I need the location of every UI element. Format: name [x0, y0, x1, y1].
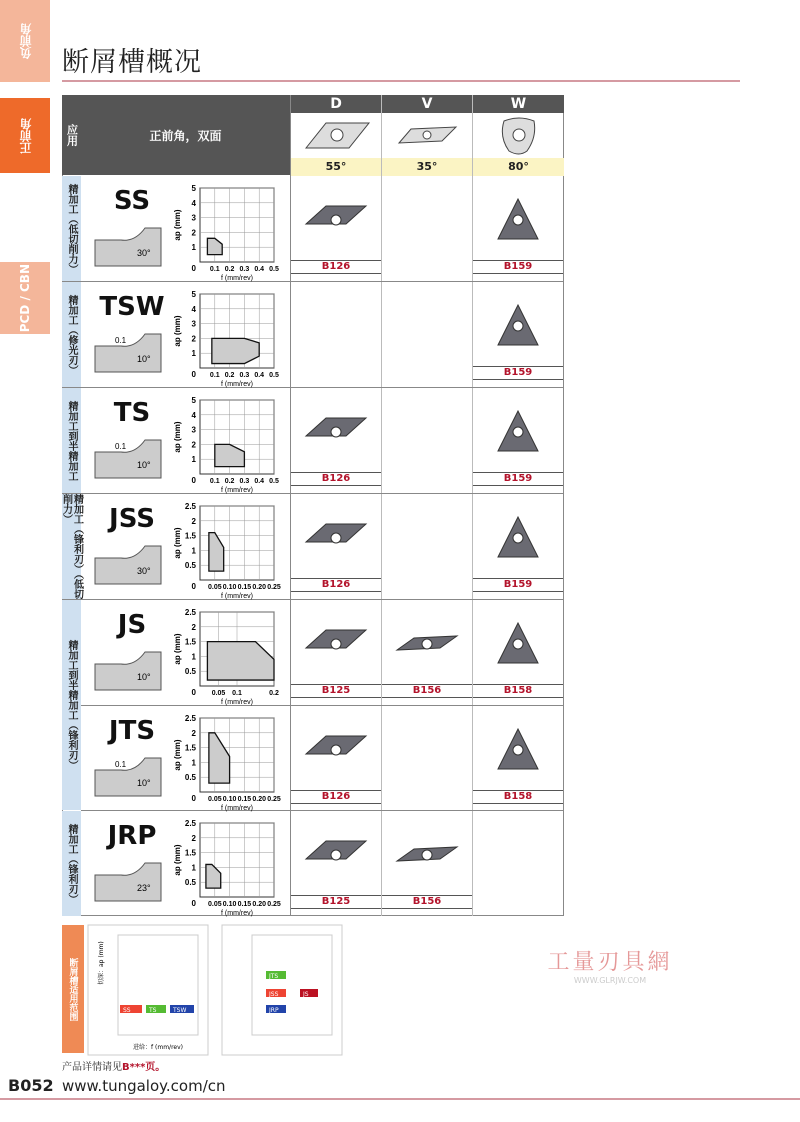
col-divider: [381, 95, 382, 916]
row-label-tsw: 精加工（修光刃）: [62, 282, 81, 388]
insert-photo: [483, 618, 553, 668]
y-tick-label: 5: [191, 396, 196, 405]
edge-profile-diagram: [93, 226, 163, 270]
x-tick-label: 0.05: [207, 584, 222, 591]
row-divider: [81, 281, 564, 282]
chipbreaker-code: JRP: [107, 821, 157, 851]
chipbreaker-code: JSS: [109, 504, 155, 534]
x-axis-label: f (mm/rev): [221, 487, 253, 494]
x-tick-label: 0.25: [267, 584, 281, 591]
y-axis-label: ap (mm): [173, 527, 182, 559]
edge-width-label: 0.1: [115, 760, 127, 769]
x-tick-label: 0.20: [252, 584, 267, 591]
edge-width-label: 0.1: [115, 336, 127, 345]
svg-text:JRP: JRP: [269, 1007, 279, 1014]
y-tick-label: 4: [191, 198, 196, 208]
x-tick-label: 0.5: [269, 478, 279, 485]
row-label-ts: 精加工到半精加工: [62, 388, 81, 494]
row-label-jrp: 精加工（锋利刃）: [62, 811, 81, 916]
x-tick-label: 0.4: [254, 478, 265, 485]
edge-angle-label: 30°: [137, 566, 151, 576]
chipbreaker-code: SS: [113, 186, 151, 216]
x-tick-label: 0.4: [254, 266, 265, 273]
row-divider: [81, 387, 564, 388]
page-reference-link[interactable]: B125: [291, 684, 381, 698]
svg-text:JS: JS: [303, 991, 309, 998]
x-tick-label: 0.1: [209, 266, 220, 273]
svg-text:SS: SS: [123, 1007, 131, 1014]
edge-angle-label: 10°: [137, 778, 151, 788]
svg-text:TSW: TSW: [173, 1007, 187, 1014]
row-divider: [81, 810, 564, 811]
chipbreaker-code: JS: [117, 610, 147, 640]
x-tick-label: 0.05: [207, 901, 222, 908]
insert-photo: [301, 194, 371, 244]
x-tick-label: 0.10: [222, 584, 237, 591]
y-tick-label: 4: [191, 410, 196, 420]
y-tick-label: 1.5: [184, 637, 196, 647]
row-divider: [81, 705, 564, 706]
y-tick-label: 1: [191, 455, 196, 465]
x-axis-label: f (mm/rev): [221, 593, 253, 600]
insert-photo: [483, 406, 553, 456]
chipbreaker-code: JTS: [108, 716, 156, 746]
y-tick-label: 1: [191, 349, 196, 359]
y-tick-label: 0.5: [184, 773, 196, 783]
insert-photo: [483, 300, 553, 350]
page-reference-link[interactable]: B126: [291, 472, 381, 486]
page-reference-link[interactable]: B125: [291, 895, 381, 909]
edge-angle-label: 23°: [137, 883, 151, 893]
row-label-jss: 精加工（锋利刃）（低切削力）: [60, 494, 83, 599]
x-tick-label: 0.3: [239, 266, 250, 273]
insert-photo: [301, 512, 371, 562]
x-tick-label: 0.10: [222, 901, 237, 908]
row-label-ss: 精加工（低切削力）: [62, 176, 81, 282]
page-reference-link[interactable]: B159: [473, 472, 563, 486]
x-tick-label: 0.15: [237, 796, 252, 803]
insert-photo: [392, 829, 462, 879]
y-tick-label: 0.5: [184, 878, 196, 888]
website-link[interactable]: www.tungaloy.com/cn: [62, 1077, 226, 1095]
page-reference-link[interactable]: B126: [291, 578, 381, 592]
y-tick-label: 3: [191, 213, 196, 223]
x-axis-label: f (mm/rev): [221, 275, 253, 282]
x-tick-label: 0.5: [269, 372, 279, 379]
y-tick-label: 3: [191, 319, 196, 329]
application-range-chart: [168, 392, 278, 492]
y-tick-label: 1: [191, 652, 196, 662]
svg-text:TS: TS: [149, 1007, 157, 1014]
insert-shape-icons: [291, 113, 564, 158]
insert-photo: [301, 829, 371, 879]
y-tick-label: 0.5: [184, 561, 196, 571]
edge-angle-label: 30°: [137, 248, 151, 258]
chipbreaker-code: TSW: [99, 292, 165, 322]
y-axis-label: ap (mm): [173, 421, 182, 453]
y-tick-label: 1.5: [184, 743, 196, 753]
x-tick-label: 0.1: [209, 372, 220, 379]
col-header-v: V: [382, 95, 472, 113]
y-tick-label: 1: [191, 243, 196, 253]
rake-header: 正前角，双面: [81, 95, 290, 175]
application-header: 应用: [62, 95, 81, 175]
page-reference-link[interactable]: B156: [382, 895, 472, 909]
x-tick-label: 0.3: [239, 478, 250, 485]
svg-text:JTS: JTS: [269, 973, 279, 980]
x-tick-label: 0.2: [224, 478, 235, 485]
origin-label: 0: [191, 370, 196, 379]
y-tick-label: 2: [191, 833, 196, 843]
page-reference-link[interactable]: B159: [473, 366, 563, 380]
y-tick-label: 2: [191, 228, 196, 238]
range-area: [212, 338, 259, 363]
page-number: B052: [8, 1076, 54, 1095]
edge-angle-label: 10°: [137, 354, 151, 364]
x-tick-label: 0.15: [237, 584, 252, 591]
x-tick-label: 0.05: [211, 690, 226, 697]
row-divider: [81, 599, 564, 600]
application-range-chart: [168, 710, 281, 812]
y-tick-label: 2: [191, 440, 196, 450]
page-reference-link[interactable]: B159: [473, 578, 563, 592]
angle-d: 55°: [291, 158, 381, 176]
x-axis-label: f (mm/rev): [221, 805, 253, 812]
col-header-d: D: [291, 95, 381, 113]
applicable-range-tab: 断屑槽适用范围: [62, 925, 84, 1053]
application-range-chart: [168, 498, 281, 600]
application-range-chart: [168, 815, 281, 917]
page-reference-link[interactable]: B158: [473, 684, 563, 698]
application-range-chart: [168, 604, 278, 704]
origin-label: 0: [191, 688, 196, 697]
edge-profile-diagram: [93, 544, 163, 588]
y-tick-label: 2: [191, 728, 196, 738]
x-tick-label: 0.2: [269, 690, 279, 697]
y-tick-label: 2.5: [184, 714, 196, 723]
legend-chart-semi: [222, 925, 342, 1055]
y-tick-label: 5: [191, 184, 196, 193]
y-axis-label: ap (mm): [173, 209, 182, 241]
x-axis-label: f (mm/rev): [221, 699, 253, 706]
x-tick-label: 0.4: [254, 372, 265, 379]
y-tick-label: 1: [191, 863, 196, 873]
edge-profile-diagram: [93, 650, 163, 694]
x-tick-label: 0.2: [224, 266, 235, 273]
x-tick-label: 0.10: [222, 796, 237, 803]
y-tick-label: 0.5: [184, 667, 196, 677]
y-tick-label: 2.5: [184, 819, 196, 828]
page-reference-link[interactable]: B156: [382, 684, 472, 698]
title-divider: [62, 80, 740, 82]
y-tick-label: 2.5: [184, 502, 196, 511]
row-label-js: 精加工到半精加工（锋利刃）: [62, 600, 81, 810]
x-tick-label: 0.1: [232, 690, 242, 697]
insert-photo: [301, 406, 371, 456]
y-tick-label: 1: [191, 758, 196, 768]
edge-width-label: 0.1: [115, 442, 127, 451]
page-reference-link[interactable]: B126: [291, 260, 381, 274]
y-tick-label: 2: [191, 334, 196, 344]
y-axis-label: ap (mm): [173, 633, 182, 665]
y-axis-label: ap (mm): [173, 315, 182, 347]
legend-xlabel: 进给：f (mm/rev): [133, 1044, 183, 1051]
edge-profile-diagram: [93, 332, 163, 376]
origin-label: 0: [191, 476, 196, 485]
legend-chart-finishing: [88, 925, 208, 1055]
x-axis-label: f (mm/rev): [221, 381, 253, 388]
page-reference-link[interactable]: B126: [291, 790, 381, 804]
y-tick-label: 4: [191, 304, 196, 314]
y-tick-label: 5: [191, 290, 196, 299]
y-tick-label: 2.5: [184, 608, 196, 617]
chipbreaker-code: TS: [113, 398, 151, 428]
y-tick-label: 1: [191, 546, 196, 556]
origin-label: 0: [191, 264, 196, 273]
side-tab-pcd-cbn[interactable]: PCD / CBN: [0, 262, 50, 334]
insert-photo: [483, 724, 553, 774]
insert-photo: [392, 618, 462, 668]
origin-label: 0: [191, 794, 196, 803]
x-tick-label: 0.3: [239, 372, 250, 379]
page-reference-link[interactable]: B158: [473, 790, 563, 804]
x-tick-label: 0.20: [252, 796, 267, 803]
angle-w: 80°: [473, 158, 564, 176]
page-reference-link[interactable]: B159: [473, 260, 563, 274]
insert-photo: [301, 618, 371, 668]
insert-photo: [483, 194, 553, 244]
y-tick-label: 3: [191, 425, 196, 435]
footer-divider: [0, 1098, 800, 1100]
watermark: 工量刃具網 WWW.GLRJW.COM: [547, 950, 673, 985]
application-range-chart: [168, 180, 278, 280]
edge-profile-diagram: [93, 438, 163, 482]
legend-ylabel: 切深：ap (mm): [98, 941, 105, 985]
x-tick-label: 0.5: [269, 266, 279, 273]
x-tick-label: 0.2: [224, 372, 235, 379]
y-tick-label: 1.5: [184, 531, 196, 541]
edge-angle-label: 10°: [137, 672, 151, 682]
y-tick-label: 2: [191, 622, 196, 632]
insert-photo: [483, 512, 553, 562]
x-tick-label: 0.1: [209, 478, 220, 485]
edge-profile-diagram: [93, 756, 163, 800]
y-axis-label: ap (mm): [173, 739, 182, 771]
side-tab-positive[interactable]: 正前角: [0, 98, 50, 173]
edge-angle-label: 10°: [137, 460, 151, 470]
col-header-w: W: [473, 95, 564, 113]
page-title: 断屑槽概况: [62, 47, 202, 78]
origin-label: 0: [191, 582, 196, 591]
y-axis-label: ap (mm): [173, 844, 182, 876]
svg-text:JSS: JSS: [269, 991, 279, 998]
x-tick-label: 0.25: [267, 796, 281, 803]
origin-label: 0: [191, 899, 196, 908]
x-tick-label: 0.15: [237, 901, 252, 908]
x-tick-label: 0.05: [207, 796, 222, 803]
x-tick-label: 0.25: [267, 901, 281, 908]
y-tick-label: 2: [191, 516, 196, 526]
product-note: 产品详情请见B***页。: [62, 1062, 166, 1073]
angle-v: 35°: [382, 158, 472, 176]
x-tick-label: 0.20: [252, 901, 267, 908]
y-tick-label: 1.5: [184, 848, 196, 858]
insert-photo: [301, 724, 371, 774]
side-tab-negative[interactable]: 负前角: [0, 0, 50, 82]
x-axis-label: f (mm/rev): [221, 910, 253, 917]
row-divider: [81, 493, 564, 494]
edge-profile-diagram: [93, 861, 163, 905]
application-range-chart: [168, 286, 278, 386]
